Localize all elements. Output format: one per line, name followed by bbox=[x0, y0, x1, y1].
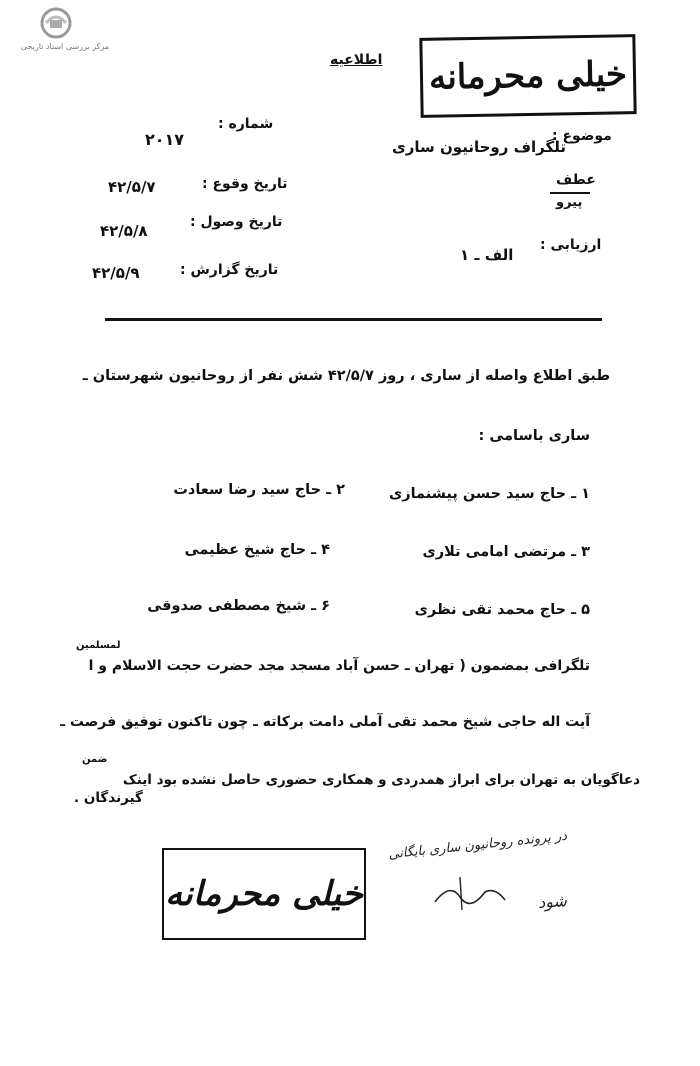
handwritten-note: در پرونده روحانیون ساری بایگانی bbox=[387, 828, 568, 863]
name-item-6: ۶ ـ شیخ مصطفی صدوقی bbox=[147, 598, 330, 614]
secret-stamp-top-text: خیلی محرمانه bbox=[428, 54, 628, 98]
name-item-5: ۵ ـ حاج محمد تقی نظری bbox=[414, 602, 590, 618]
number-label: شماره : bbox=[218, 116, 274, 132]
secret-stamp-bottom bbox=[162, 848, 366, 940]
archive-caption: مرکز بررسی اسناد تاریخی bbox=[20, 42, 110, 51]
secret-stamp-bottom-text: خیلی محرمانه bbox=[165, 874, 363, 914]
header-divider bbox=[105, 318, 602, 321]
report-date-value: ۴۲/۵/۹ bbox=[92, 264, 140, 282]
archive-seal-icon bbox=[36, 6, 76, 40]
evaluation-value: الف ـ ۱ bbox=[460, 246, 514, 264]
handwritten-signature-mark bbox=[430, 872, 510, 912]
subject-label: موضوع : bbox=[552, 128, 612, 144]
reference-divider bbox=[550, 192, 590, 194]
handwritten-note-2: شود bbox=[537, 891, 568, 912]
name-item-4: ۴ ـ حاج شیخ عظیمی bbox=[184, 542, 330, 558]
received-date-value: ۴۲/۵/۸ bbox=[100, 222, 148, 240]
name-item-3: ۳ ـ مرتضی امامی تلاری bbox=[422, 544, 590, 560]
reference-label: عطف bbox=[556, 172, 596, 188]
body-line-6: گیرندگان . bbox=[74, 790, 143, 806]
notice-label: اطلاعیه bbox=[330, 52, 383, 68]
reference-sub: پیرو bbox=[556, 195, 583, 210]
body-line-3: تلگرافی بمضمون ( تهران ـ حسن آباد مسجد مجد حضرت حجت الاسلام و ا bbox=[88, 658, 590, 674]
archive-logo bbox=[20, 6, 110, 54]
secret-stamp-top bbox=[419, 34, 636, 118]
number-value: ۲۰۱۷ bbox=[145, 130, 185, 149]
body-insert-1: لمسلمین bbox=[76, 640, 121, 651]
incident-date-value: ۴۲/۵/۷ bbox=[108, 178, 156, 196]
name-item-2: ۲ ـ حاج سید رضا سعادت bbox=[173, 482, 345, 498]
body-line-5: دعاگویان به تهران برای ابراز همدردی و همکاری حضوری حاصل نشده بود اینک bbox=[122, 772, 640, 788]
received-date-label: تاریخ وصول : bbox=[190, 214, 283, 230]
body-line-1: طبق اطلاع واصله از ساری ، روز ۴۲/۵/۷ شش نفر از روحانیون شهرستان ـ bbox=[82, 368, 610, 384]
report-date-label: تاریخ گزارش : bbox=[180, 262, 279, 278]
body-line-2: ساری باسامی : bbox=[478, 428, 590, 444]
body-line-4: آیت اله حاجی شیخ محمد تقی آملی دامت برکاته ـ چون تاکنون توفیق فرصت ـ bbox=[60, 714, 590, 730]
body-insert-2: ضمن bbox=[82, 754, 108, 765]
incident-date-label: تاریخ وقوع : bbox=[202, 176, 288, 192]
subject-value: تلگراف روحانیون ساری bbox=[392, 138, 566, 156]
evaluation-label: ارزیابی : bbox=[540, 237, 602, 253]
name-item-1: ۱ ـ حاج سید حسن پیشنمازی bbox=[388, 486, 590, 502]
